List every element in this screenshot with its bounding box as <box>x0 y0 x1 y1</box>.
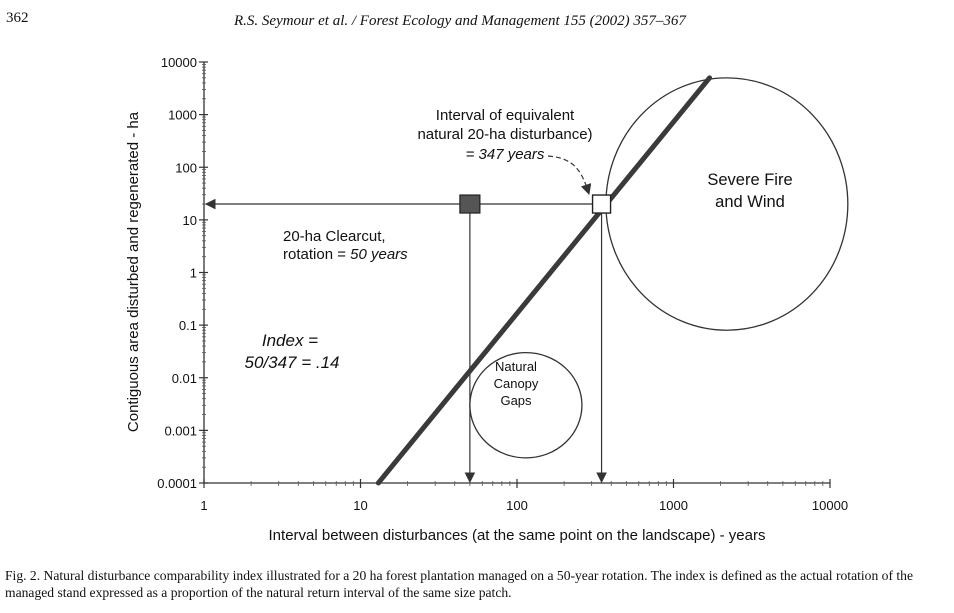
interval-annotation-line2: natural 20-ha disturbance) <box>417 126 593 143</box>
y-tick-label: 0.0001 <box>157 476 197 491</box>
clearcut-annotation-line2 <box>283 246 408 263</box>
y-tick-label: 10000 <box>160 55 197 70</box>
severe-fire-label-line2: and Wind <box>715 193 785 211</box>
x-axis-label: Interval between disturbances (at the same point on the landscape) - years <box>268 527 766 544</box>
y-tick-label: 0.01 <box>171 370 197 386</box>
index-annotation-line1: Index = <box>261 331 319 350</box>
y-axis-label: Contiguous area disturbed and regenerated - ha <box>125 111 142 433</box>
x-tick-label: 10 <box>353 498 368 513</box>
y-ticks <box>157 55 208 491</box>
y-tick-label: 0.1 <box>178 318 197 334</box>
interval-annotation-line1: Interval of equivalent <box>435 107 575 124</box>
clearcut-annotation-value: 50 years <box>350 246 408 263</box>
x-tick-label: 100 <box>506 498 528 513</box>
figure-caption: Fig. 2. Natural disturbance comparability index illustrated for a 20 ha forest plantation managed on a 50-year rotation. The index is defined as the actual rotation of the managed stand expressed as a proportion of the natural return interval of the same size patch. <box>5 568 913 600</box>
y-tick-label: 1 <box>189 265 197 281</box>
y-tick-label: 0.001 <box>164 423 197 439</box>
y-tick-label: 10 <box>182 212 197 228</box>
canopy-gaps-label-line2: Canopy <box>493 376 539 391</box>
clearcut-annotation-line1: 20-ha Clearcut, <box>283 228 386 245</box>
severe-fire-label-line1: Severe Fire <box>707 171 793 189</box>
clearcut-annotation-prefix: rotation = <box>283 246 351 263</box>
canopy-gaps-label-line1: Natural <box>495 359 537 374</box>
x-tick-label: 10000 <box>811 498 849 513</box>
x-tick-label: 1 <box>200 498 208 513</box>
index-annotation-line2: 50/347 = .14 <box>244 353 340 372</box>
canopy-gaps-label-line3: Gaps <box>500 393 532 408</box>
y-tick-label: 100 <box>175 160 197 176</box>
y-tick-label: 1000 <box>168 107 197 123</box>
interval-annotation-line3: = 347 years <box>465 146 545 163</box>
page-number: 362 <box>6 10 29 26</box>
clearcut-point-marker <box>460 195 480 213</box>
interval-annotation-pointer <box>548 156 589 194</box>
x-tick-label: 1000 <box>659 498 688 513</box>
natural-interval-point-marker <box>593 195 611 213</box>
running-header: R.S. Seymour et al. / Forest Ecology and Management 155 (2002) 357–367 <box>234 13 686 29</box>
x-ticks <box>200 479 848 513</box>
